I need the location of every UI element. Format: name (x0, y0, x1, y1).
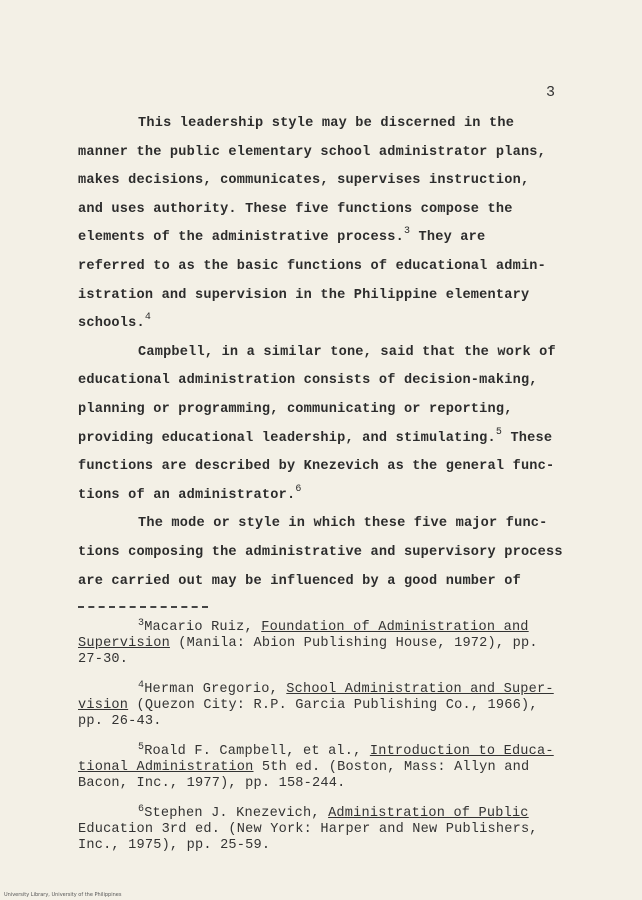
text-segment: tions of an administrator. (78, 487, 296, 503)
footnote-author: Macario Ruiz, (144, 620, 262, 635)
footnote-line (78, 806, 598, 822)
text-line (78, 310, 598, 339)
footnote-4 (78, 682, 598, 730)
footnote-line: Education 3rd ed. (New York: Harper and New Publishers, (78, 822, 538, 837)
footnote-title: tional Administration (78, 760, 254, 775)
footnote-3 (78, 620, 598, 668)
text-segment: schools. (78, 316, 145, 332)
text-line: The mode or style in which these five major func- (138, 516, 548, 532)
footnote-separator (78, 606, 208, 608)
footnote-title: Foundation of Administration and (261, 620, 529, 635)
paragraph-2 (78, 339, 598, 511)
text-line: referred to as the basic functions of educational admin- (78, 258, 547, 274)
footnote-number: 3 (138, 618, 145, 629)
footnote-title: Supervision (78, 636, 170, 651)
footnote-6 (78, 806, 598, 854)
footnote-line (78, 620, 598, 636)
footnote-line (78, 698, 598, 714)
text-segment: elements of the administrative process. (78, 230, 404, 246)
footnote-5 (78, 744, 598, 792)
text-line: manner the public elementary school administrator plans, (78, 144, 547, 160)
text-line: planning or programming, communicating or reporting, (78, 401, 513, 417)
footnote-ref: 3 (403, 226, 411, 238)
text-line (78, 224, 598, 253)
text-segment: providing educational leadership, and stimulating. (78, 430, 496, 446)
footnote-line (78, 760, 598, 776)
text-segment: These (502, 430, 553, 446)
footnote-number: 6 (138, 804, 145, 815)
footnote-ref: 4 (144, 312, 152, 324)
text-line: functions are described by Knezevich as the general func- (78, 459, 555, 475)
archive-footer: University Library, University of the Philippines (4, 892, 122, 898)
text-line: Campbell, in a similar tone, said that the work of (138, 344, 556, 360)
text-segment: They are (410, 230, 486, 246)
footnote-line (78, 682, 598, 698)
footnote-line: Inc., 1975), pp. 25-59. (78, 838, 271, 853)
text-line: are carried out may be influenced by a good number of (78, 573, 521, 589)
footnote-ref: 5 (495, 426, 503, 438)
page-number: 3 (546, 84, 556, 101)
text-line: This leadership style may be discerned in the (138, 116, 515, 131)
text-line (78, 425, 598, 454)
text-line: tions composing the administrative and supervisory process (78, 544, 563, 560)
footnote-line: pp. 26-43. (78, 714, 162, 729)
footnote-author: Stephen J. Knezevich, (144, 806, 329, 821)
paragraph-3 (78, 510, 598, 596)
text-line: makes decisions, communicates, supervises instruction, (78, 173, 530, 189)
footnote-title: School Administration and Super- (286, 682, 554, 697)
text-line: educational administration consists of decision-making, (78, 373, 538, 389)
paragraph-1 (78, 110, 598, 339)
footnote-line: 27-30. (78, 652, 129, 667)
footnote-title: Administration of Public (328, 806, 529, 821)
body-text (78, 110, 598, 596)
footnote-number: 4 (138, 680, 145, 691)
text-line: istration and supervision in the Philippine elementary (78, 287, 530, 303)
footnote-line: Bacon, Inc., 1977), pp. 158-244. (78, 776, 346, 791)
footnote-ref: 6 (295, 483, 302, 495)
footnotes (78, 620, 598, 868)
footnote-publication: (Manila: Abion Publishing House, 1972), pp. (169, 636, 538, 651)
footnote-publication: 5th ed. (Boston, Mass: Allyn and (253, 760, 530, 775)
footnote-author: Roald F. Campbell, et al., (144, 744, 370, 759)
footnote-line (78, 744, 598, 760)
footnote-author: Herman Gregorio, (144, 682, 287, 697)
footnote-publication: (Quezon City: R.P. Garcia Publishing Co., 1966), (128, 698, 538, 713)
footnote-number: 5 (138, 742, 145, 753)
footnote-title: vision (78, 698, 129, 713)
footnote-title: Introduction to Educa- (369, 744, 554, 759)
text-line: and uses authority. These five functions compose the (78, 201, 513, 217)
footnote-line (78, 636, 598, 652)
text-line (78, 482, 598, 511)
